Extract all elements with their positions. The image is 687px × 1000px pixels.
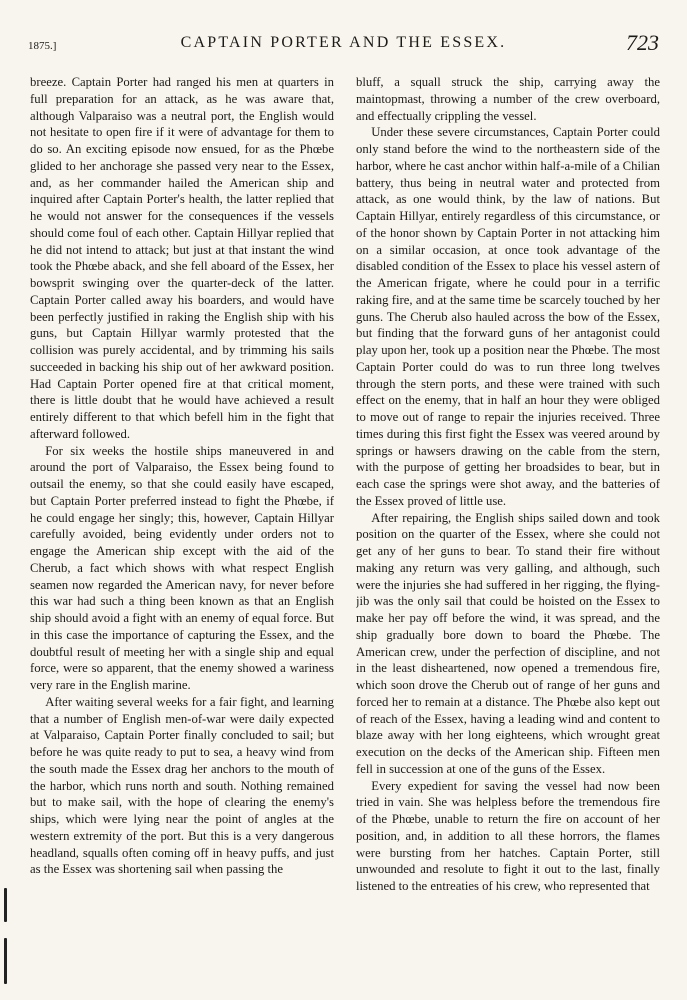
paragraph: After waiting several weeks for a fair fight, and learning that a number of English men-of-war were daily expected at Valparaiso, Captain Porter finally concluded to sail; but before he was quite ready to put to sea, a heavy wind from the south made the Essex drag her anchors to the mouth of the harbor, which runs north and south. Nothing remained but to make sail, with the hope of clearing the enemy's ships, which were lying near the point of angles at the western extremity of the port. But this is a very dangerous headland, squalls often coming off in heavy puffs, and just as the Essex was shortening sail when passing the — [30, 694, 334, 877]
paragraph: bluff, a squall struck the ship, carrying away the maintopmast, throwing a number of the crew overboard, and effectually crippling the vessel. — [356, 75, 660, 123]
page-number: 723 — [626, 30, 659, 55]
header-date: 1875.] — [28, 40, 57, 52]
edge-mark — [4, 888, 7, 922]
right-column — [356, 74, 660, 986]
paragraph: For six weeks the hostile ships maneuvered in and around the port of Valparaiso, the Essex being found to outsail the enemy, so that she could easily have escaped, but Captain Porter preferred instead to fight the Phœbe, if he could engage her singly; this, however, Captain Hillyar carefully avoided, being evidently under orders not to engage the American ship except with the aid of the Cherub, a fact which shows with what respect English seamen now regarded the American navy, for never before this war had such a thing been known as that an English ship should avoid a fight with an enemy of equal force. But in this case the importance of capturing the Essex, and the doubtful result of meeting her with a single ship and equal force, were so apparent, that the enemy showed a wariness very rare in the English marine. — [30, 443, 334, 692]
edge-mark — [4, 938, 7, 984]
paragraph: Under these severe circumstances, Captain Porter could only stand before the wind to the northeastern side of the harbor, where he cast anchor within half-a-mile of a Chilian battery, thus being in neutral water and protected from attack, as one would think, by the law of nations. But Captain Hillyar, entirely regardless of this circumstance, or of the honor shown by Captain Porter in not attacking him on a similar occasion, at once took advantage of the disabled condition of the Essex to place his vessel astern of the American frigate, where he could pour in a terrific raking fire, and at the same time be scarcely touched by her guns. The Cherub also hauled across the bow of the Essex, but finding that the forward guns of her antagonist could play upon her, took up a position near the Phœbe. The most Captain Porter could do was to run three long twelves through the stern ports, and these were trained with such effect on the enemy, that in half an hour they were obliged to move out of range to repair the injuries received. Three times during this first fight the Essex was veered around by springs or hawsers drawing on the cable from the stern, with the purpose of getting her broadsides to bear, but in each case the springs were shot away, and the batteries of the Essex proved of little use. — [356, 125, 660, 508]
paragraph: After repairing, the English ships sailed down and took position on the quarter of the Essex, where she could not get any of her guns to bear. To stand their fire without making any return was very galling, and although, such were the injuries she had suffered in her rigging, the flying-jib was the only sail that could be hoisted on the Essex to make her pay off before the wind, it was spread, and the ship gradually bore down to board the Phœbe. The American crew, under the perfection of discipline, and not in the least disheartened, now opened a tremendous fire, which soon drove the Cherub out of range of her guns and forced her to remain at a distance. The Phœbe also kept out of reach of the Essex, having a leading wind and content to blaze away with her long eighteens, which wrought great execution on the decks of the American ship. Fifteen men fell in succession at one of the guns of the Essex. — [356, 510, 660, 776]
running-header — [28, 30, 659, 60]
paragraph: Every expedient for saving the vessel had now been tried in vain. She was helpless before the tremendous fire of the Phœbe, unable to return the fire on account of her position, and, in addition to all these horrors, the flames were bursting from her hatches. Captain Porter, still unwounded and resolute to fight it out to the last, finally listened to the entreaties of his crew, who represented that — [356, 778, 660, 893]
left-column — [30, 74, 334, 986]
article-body — [30, 74, 660, 986]
header-title: CAPTAIN PORTER AND THE ESSEX. — [180, 34, 507, 51]
paragraph: breeze. Captain Porter had ranged his men at quarters in full preparation for an attack, as he was aware that, although Valparaiso was a neutral port, the English would not hesitate to open fire if it were of advantage for them to do so. An exciting episode now ensued, for as the Phœbe glided to her anchorage she passed very near to the Essex, and, as her commander hailed the American ship and inquired after Captain Porter's health, the latter replied that he would not answer for the consequences if the vessels should come foul of each other. Captain Hillyar replied that he did not intend to attack; but just at that instant the wind took the Phœbe aback, and she fell aboard of the Essex, her bowsprit swinging over the quarter-deck of the latter. Captain Porter called away his boarders, and would have been perfectly justified in raking the English ship with his guns, but Captain Hillyar warmly protested that the collision was purely accidental, and by trimming his sails succeeded in backing his ship out of her awkward position. Had Captain Porter opened fire at that critical moment, there is little doubt that he would have achieved a result entirely different to that which befell him in the fight that afterward followed. — [30, 75, 334, 441]
binding-edge-marks — [0, 880, 10, 1000]
